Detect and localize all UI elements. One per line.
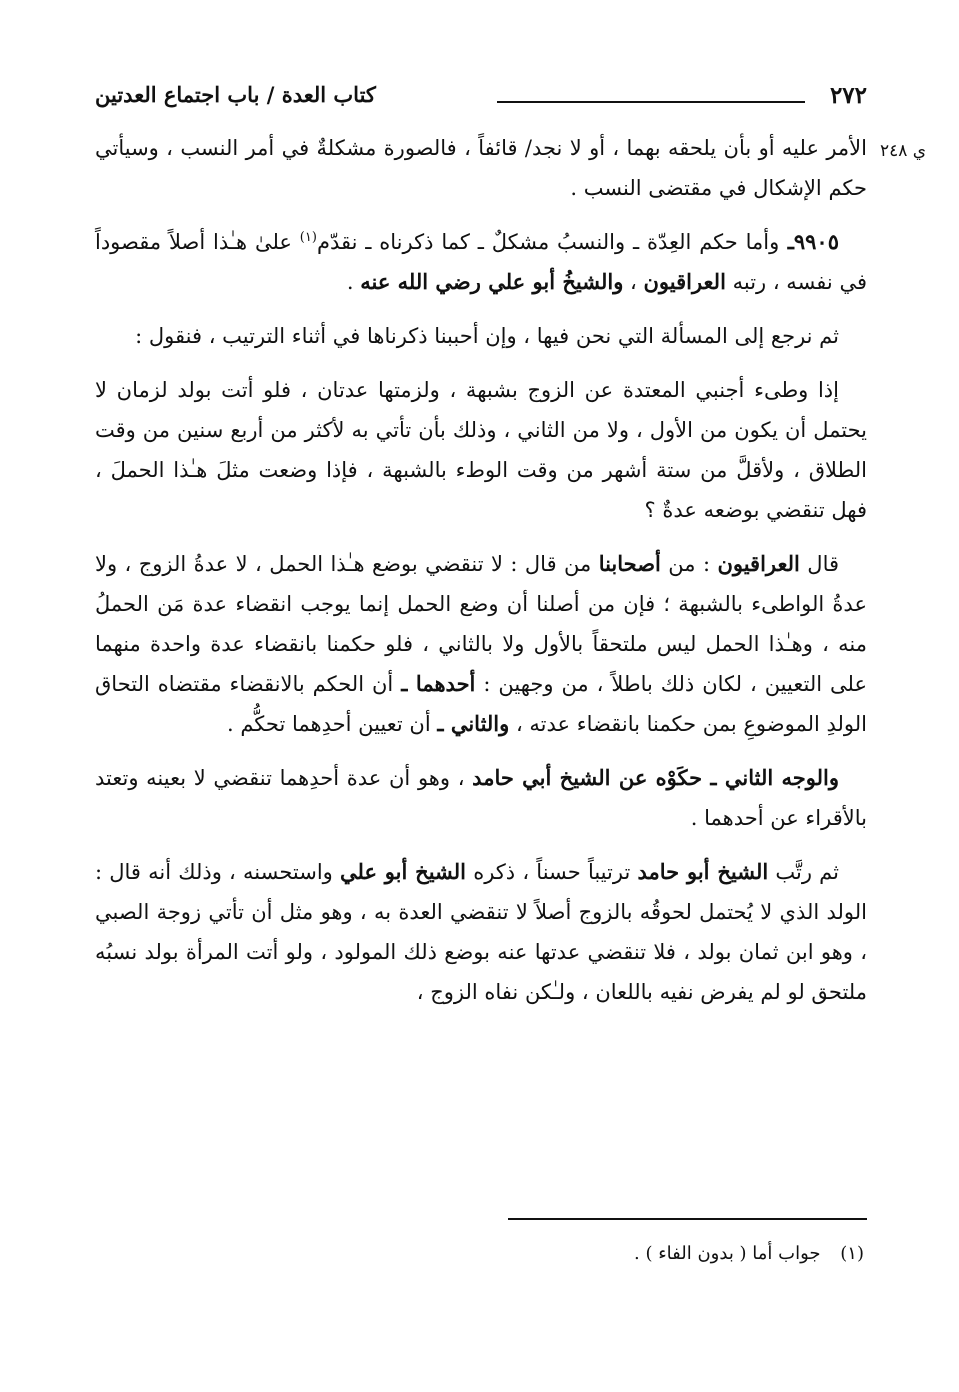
bold-text: الشيخ أبو علي [340, 859, 467, 884]
footnote [92, 1240, 864, 1268]
text-run: : من [660, 552, 718, 576]
footnote-marker: (١) [299, 230, 317, 245]
margin-reference: ي ٢٤٨ [880, 141, 927, 161]
text-run: إذا وطىء أجنبي المعتدة عن الزوج بشبهة ، ولزمتها عدتان ، فلو أتت بولد لزمان لا يحتمل أن يكون من الأول ، ولا من الثاني ، وذلك بأن تأتي به لأكثر من أربع سنين من وقت الطلاق ، ولأقلَّ من ستة أشهر من وقت الوطء بالشبهة ، فإذا وضعت مثلَ هـٰذا الحملَ ، فهل تنقضي بوضعه عدةٌ ؟ [95, 378, 867, 522]
header-rule [497, 101, 805, 103]
bold-text: والوجه الثاني ـ حكَوْه عن الشيخ أبي حامد [472, 765, 839, 790]
footnote-text: جواب أما ( بدون الفاء ) . [634, 1243, 821, 1264]
bold-text: العراقيون [717, 551, 800, 576]
text-run: واستحسنه ، وذلك أنه قال : الولد الذي لا يُحتمل لحوقُه بالزوج أصلاً لا تنقضي العدة به ، وهو مثل أن تأتي زوجة الصبي ، وهو ابن ثمان بولد ، فلا تنقضي عدتها عنه بوضع ذلك المولود ، ولو أتت المرأة بولد نسبُه ملتحق لو لم يفرض نفيه باللعان ، ولـٰكن نفاه الزوج ، [95, 860, 867, 1004]
text-run: ترتيباً حسناً ، ذكره [466, 860, 638, 884]
paragraph [95, 852, 867, 1012]
text-run: الأمر عليه أو بأن يلحقه بهما ، أو لا نجد/ قائفاً ، فالصورة مشكلةٌ في أمر النسب ، وسيأتي حكم الإشكال في مقتضى النسب . [95, 136, 867, 200]
bold-text: الشيخ أبو حامد [637, 859, 769, 884]
bold-text: والشيخُ أبو علي رضي الله عنه [360, 269, 624, 294]
page-number: ٢٧٢ [829, 82, 867, 109]
running-title: كتاب العدة / باب اجتماع العدتين [95, 82, 376, 107]
text-run: ثم رتَّب [768, 860, 839, 884]
text-run: ، [623, 270, 644, 294]
bold-text: العراقيون [643, 269, 726, 294]
footnote-number: (١) [840, 1243, 864, 1264]
text-run: قال [799, 552, 840, 576]
paragraph [95, 758, 867, 838]
bold-text: أحدهما ـ [401, 671, 476, 696]
paragraph [95, 222, 867, 302]
paragraph [95, 128, 867, 208]
page-header [95, 80, 867, 122]
bold-text: والثاني ـ [437, 711, 510, 736]
bold-text: ٩٩٠٥ـ [779, 229, 839, 254]
text-run: أن الحكم بالانقضاء مقتضاه التحاق الولدِ الموضوعِ بمن حكمنا بانقضاء عدته ، [95, 672, 867, 736]
text-run: وأما حكم العِدّة ـ والنسبُ مشكلٌ ـ كما ذكرناه ـ نقدّم [316, 230, 780, 254]
paragraph [95, 316, 867, 356]
text-run: ، وهو أن عدة أحدِهما تنقضي لا بعينه وتعتد بالأقراء عن أحدهما . [95, 766, 867, 830]
body-text [95, 128, 867, 1026]
footnote-rule [508, 1218, 867, 1220]
text-run: أن تعيين أحدِهما تحكُّم . [226, 712, 438, 736]
paragraph [95, 370, 867, 530]
text-run: . [346, 270, 361, 294]
text-run: ثم نرجع إلى المسألة التي نحن فيها ، وإن أحببنا ذكرناها في أثناء الترتيب ، فنقول : [135, 324, 839, 348]
paragraph [95, 544, 867, 744]
text-run: علىٰ هـٰذا أصلاً مقصوداً في نفسه ، رتبه [95, 230, 867, 294]
text-run: من قال : لا تنقضي بوضع هـٰذا الحمل ، لا عدةُ الزوج ، ولا عدةُ الواطىء بالشبهة ؛ فإن من أصلنا أن وضع الحمل إنما يوجب انقضاء عدة مَن الحملُ منه ، وهـٰذا الحمل ليس ملتحقاً بالأول ولا بالثاني ، فلو حكمنا بانقضاء عدة واحدة منهما على التعيين ، لكان ذلك باطلاً ، من وجهين : [95, 552, 867, 696]
bold-text: أصحابنا [598, 551, 661, 576]
